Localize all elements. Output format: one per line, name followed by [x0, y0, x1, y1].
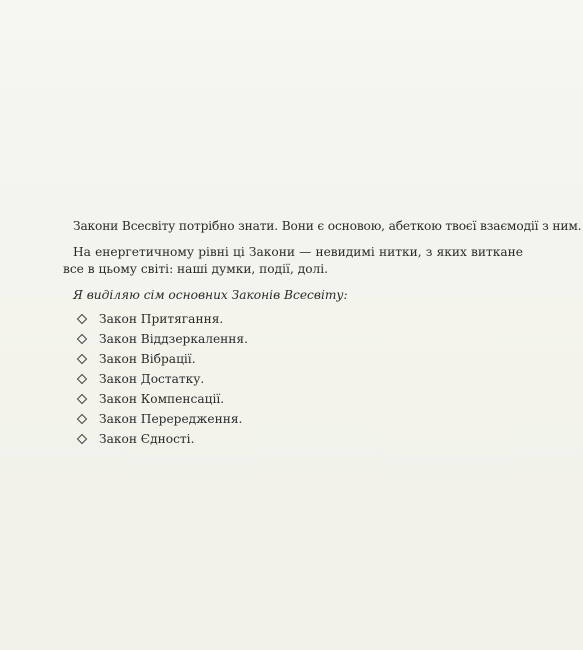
diamond-outline-icon — [76, 393, 88, 405]
diamond-outline-icon — [76, 413, 88, 425]
law-label: Закон Достатку. — [99, 371, 205, 386]
list-item — [63, 349, 523, 369]
law-label: Закон Перередження. — [99, 411, 243, 426]
law-label: Закон Вібрації. — [99, 351, 196, 366]
list-item — [63, 409, 523, 429]
diamond-outline-icon — [76, 313, 88, 325]
list-intro: Я виділяю сім основних Законів Всесвіту: — [73, 288, 348, 302]
list-item — [63, 369, 523, 389]
law-label: Закон Єдності. — [99, 431, 195, 446]
paragraph-2: На енергетичному рівні ці Закони — невидимі нитки, з яких виткане все в цьому світі: наші думки, події, долі. — [63, 245, 523, 276]
paragraph-1: Закони Всесвіту потрібно знати. Вони є основою, абеткою твоєї взаємодії з ним. — [73, 219, 582, 233]
law-label: Закон Компенсації. — [99, 391, 225, 406]
list-item — [63, 309, 523, 329]
diamond-outline-icon — [76, 373, 88, 385]
list-item — [63, 389, 523, 409]
diamond-outline-icon — [76, 353, 88, 365]
page-text — [63, 218, 582, 449]
diamond-outline-icon — [76, 333, 88, 345]
list-item — [63, 429, 523, 449]
laws-list — [63, 309, 523, 449]
diamond-outline-icon — [76, 433, 88, 445]
law-label: Закон Віддзеркалення. — [99, 331, 248, 346]
law-label: Закон Притягання. — [99, 311, 224, 326]
list-item — [63, 329, 523, 349]
